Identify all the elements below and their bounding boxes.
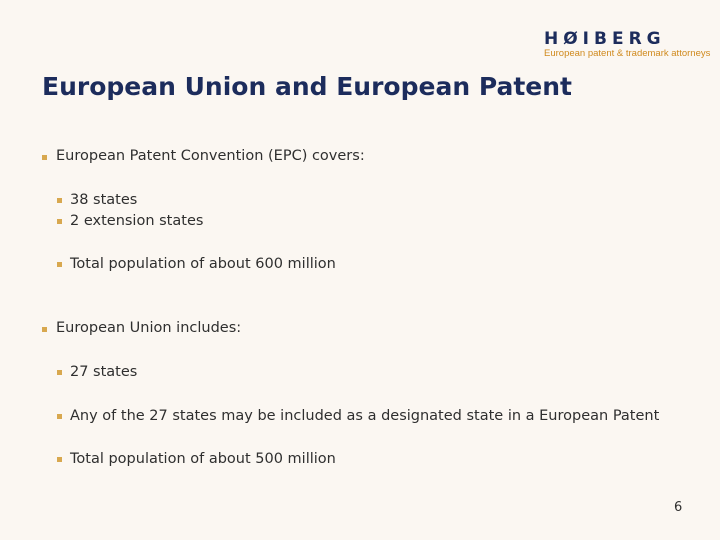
- bullet-icon: [57, 457, 62, 462]
- bullet-eu-population: Total population of about 500 million: [70, 451, 336, 467]
- bullet-icon: [57, 370, 62, 375]
- bullet-epc-population: Total population of about 600 million: [70, 256, 336, 272]
- bullet-icon: [57, 198, 62, 203]
- slide-title: European Union and European Patent: [42, 72, 572, 101]
- bullet-2-extension-states: 2 extension states: [70, 213, 204, 229]
- logo-wordmark: HØIBERG: [544, 29, 666, 49]
- bullet-icon: [57, 414, 62, 419]
- bullet-epc-covers: European Patent Convention (EPC) covers:: [56, 148, 365, 164]
- logo-tagline: European patent & trademark attorneys: [544, 48, 711, 59]
- hoiberg-logo: [544, 29, 711, 60]
- bullet-38-states: 38 states: [70, 192, 138, 208]
- bullet-icon: [57, 219, 62, 224]
- bullet-27-states: 27 states: [70, 364, 138, 380]
- bullet-icon: [42, 327, 47, 332]
- bullet-icon: [42, 155, 47, 160]
- bullet-eu-includes: European Union includes:: [56, 320, 242, 336]
- bullet-icon: [57, 262, 62, 267]
- page-number: 6: [674, 500, 683, 515]
- bullet-designated-state: Any of the 27 states may be included as a designated state in a European Patent: [70, 408, 660, 424]
